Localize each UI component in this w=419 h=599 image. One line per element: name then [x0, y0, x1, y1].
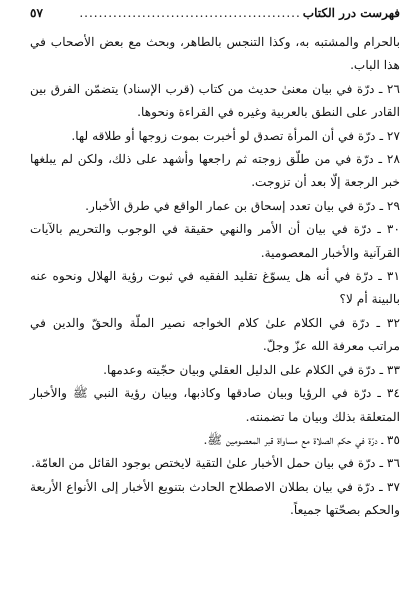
index-entry-33: ٣٣ ـ درّة في الكلام على الدليل العقلي وبيان حجّيته وعدمها. [103, 362, 400, 377]
header-leader-dots: .............................................. [79, 6, 301, 20]
index-entry-29: ٢٩ ـ درّة في بيان تعدد إسحاق بن عمار الواقع في طرق الأخبار. [85, 198, 400, 213]
index-entry-28: ٢٨ ـ درّة في من طلّق زوجته ثم راجعها وأشهد على ذلك، ولكن لم يبلغها خبر الرجعة إلّا بعد أن تزوجت. [30, 152, 400, 190]
index-body [30, 31, 400, 523]
page-number: ٥٧ [30, 6, 43, 20]
paragraph-continuation: بالحرام والمشتبه به، وكذا التنجس بالطاهر، وبحث مع بعض الأصحاب في هذا الباب. [30, 35, 400, 73]
running-header [30, 6, 400, 28]
index-entry-34: ٣٤ ـ درّة في الرؤيا وبيان صادقها وكاذبها، وبيان رؤية النبي ﷺ والأخبار المتعلقة بذلك وبيان ما تضمنته. [30, 386, 400, 424]
index-entry-32: ٣٢ ـ درّة في الكلام علىٰ كلام الخواجه نصير الملّة والحقّ والدين في مراتب معرفة الله عزّ وجلّ. [30, 315, 400, 354]
index-entry-30: ٣٠ ـ درّة في بيان أن الأمر والنهي حقيقة في الوجوب والتحريم بالآيات القرآنية والأخبار المعصومية. [30, 222, 400, 260]
index-entry-36: ٣٦ ـ درّة في بيان حمل الأخبار علىٰ التقية لايختص بوجود القائل من العامّة. [31, 456, 400, 471]
index-entry-37: ٣٧ ـ درّة في بيان بطلان الاصطلاح الحادث بتنويع الأخبار إلى الأنواع الأربعة والحكم بصحّتها جميعاً. [30, 479, 400, 518]
header-title: فهرست درر الكتاب [302, 6, 400, 20]
index-entry-35: ٣٥ ـ درّة في حكم الصلاة مع مساواة قبر المعصومين ﷺ. [203, 432, 400, 447]
index-entry-26: ٢٦ ـ درّة في بيان معنىٰ حديث من كتاب (قرب الإسناد) يتضمّن الفرق بين القادر على النطق بالعربية وغيره في القراءة ونحوها. [30, 81, 400, 120]
index-entry-31: ٣١ ـ درّة في أنه هل يسوّغ تقليد الفقيه في ثبوت رؤية الهلال ونحوه عنه بالبينة أم لا؟ [30, 269, 400, 307]
index-entry-27: ٢٧ ـ درّة في أن المرأة تصدق لو أخبرت بموت زوجها أو طلاقه لها. [71, 128, 400, 143]
document-page [30, 6, 400, 523]
